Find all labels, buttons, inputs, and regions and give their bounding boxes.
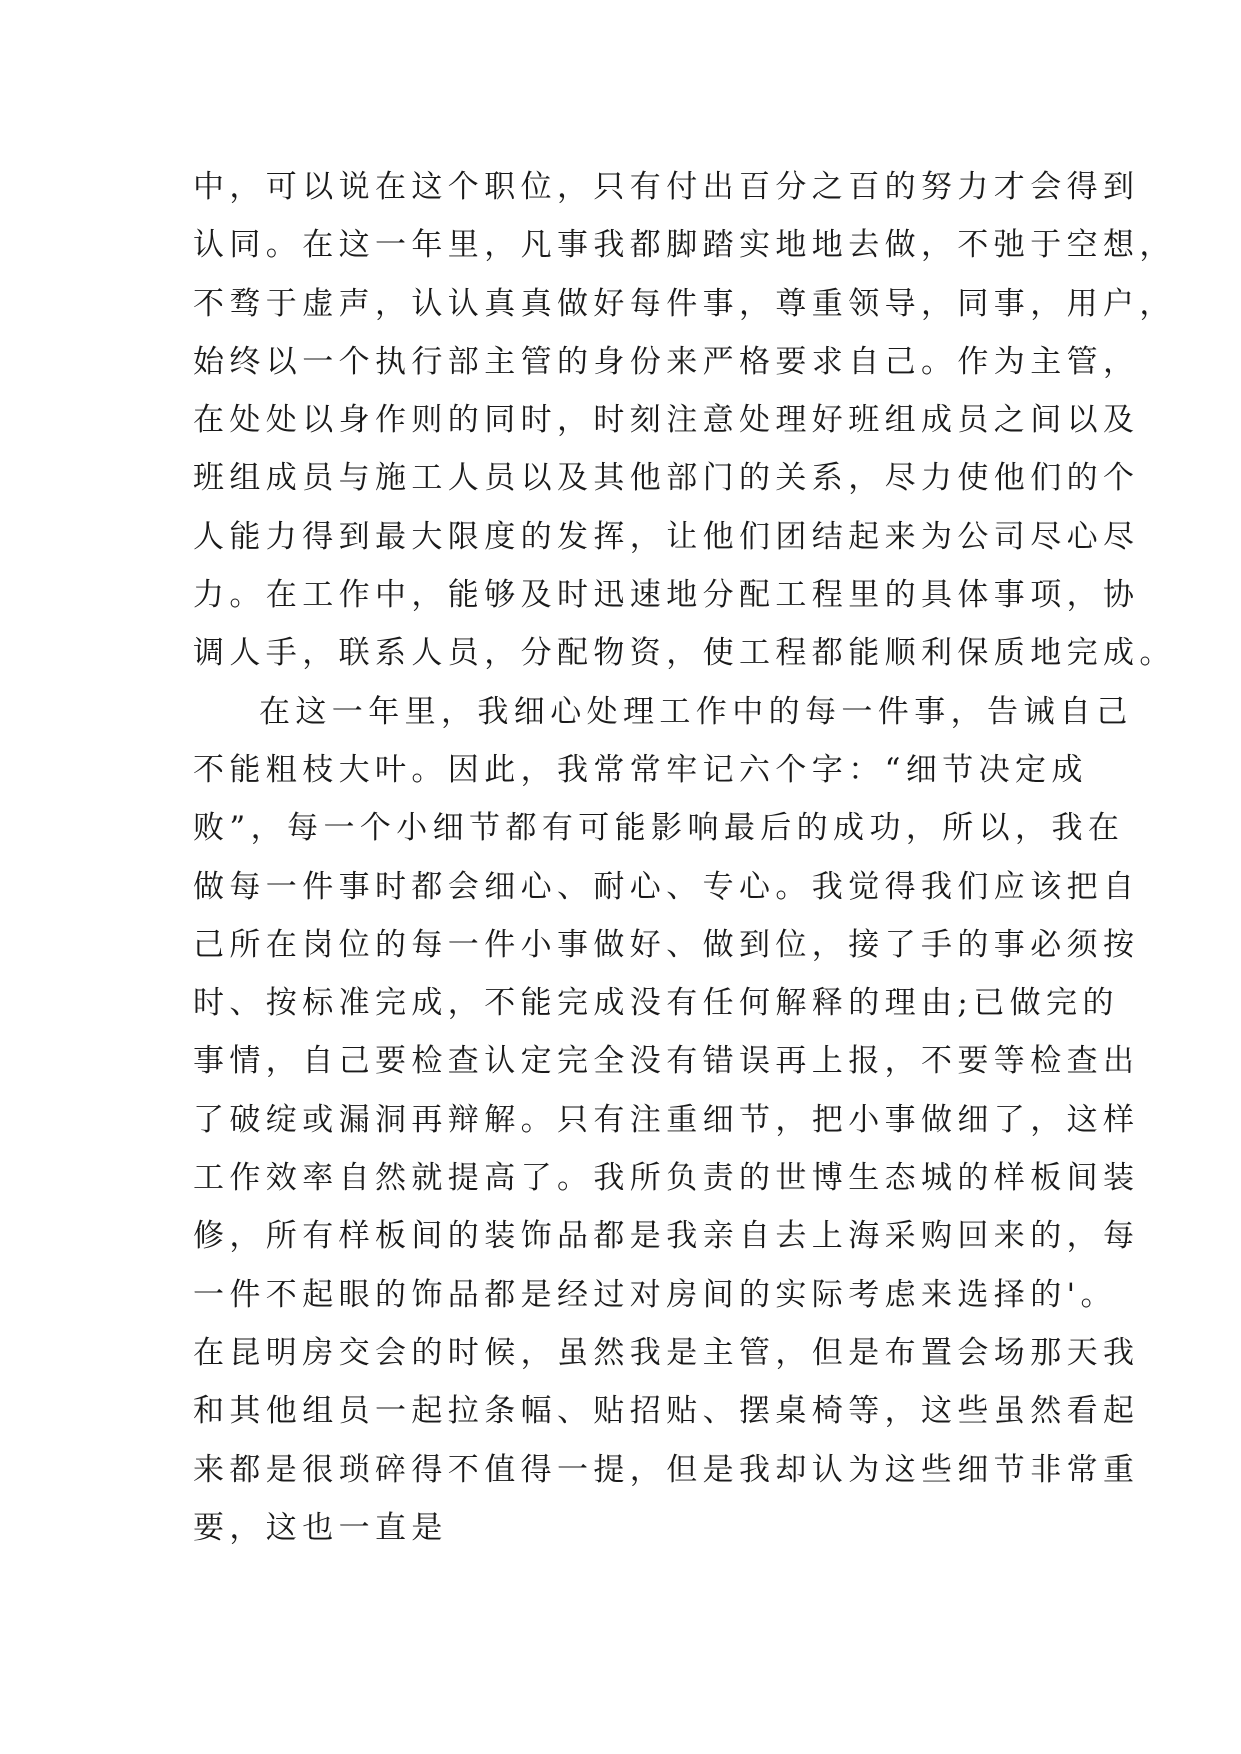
text-line: 力。在工作中，能够及时迅速地分配工程里的具体事项，协 (193, 577, 1140, 614)
text-line: 要，这也一直是 (193, 1509, 448, 1546)
text-line: 不能粗枝大叶。因此，我常常牢记六个字：“细节决定成 (193, 751, 1088, 788)
text-line-indented: 在这一年里，我细心处理工作中的每一件事，告诫自己 (259, 693, 1133, 730)
text-line: 不骛于虚声，认认真真做好每件事，尊重领导，同事，用户， (193, 285, 1176, 322)
text-line: 中，可以说在这个职位，只有付出百分之百的努力才会得到 (193, 169, 1140, 205)
text-line: 认同。在这一年里，凡事我都脚踏实地地去做，不弛于空想， (193, 227, 1176, 264)
text-line: 和其他组员一起拉条幅、贴招贴、摆桌椅等，这些虽然看起 (193, 1393, 1140, 1430)
text-line: 时、按标准完成，不能完成没有任何解释的理由;已做完的 (193, 985, 1119, 1022)
text-line: 了破绽或漏洞再辩解。只有注重细节，把小事做细了，这样 (193, 1101, 1140, 1138)
text-line: 来都是很琐碎得不值得一提，但是我却认为这些细节非常重 (193, 1451, 1140, 1488)
text-line: 事情，自己要检查认定完全没有错误再上报，不要等检查出 (193, 1043, 1140, 1080)
text-line: 做每一件事时都会细心、耐心、专心。我觉得我们应该把自 (193, 868, 1140, 905)
paragraph-1 (193, 158, 1176, 683)
text-line: 始终以一个执行部主管的身份来严格要求自己。作为主管， (193, 343, 1140, 380)
text-line: 在昆明房交会的时候，虽然我是主管，但是布置会场那天我 (193, 1334, 1140, 1371)
text-line: 己所在岗位的每一件小事做好、做到位，接了手的事必须按 (193, 926, 1140, 963)
text-line: 败”，每一个小细节都有可能影响最后的成功，所以，我在 (193, 810, 1125, 847)
paragraph-2 (193, 683, 1140, 1557)
text-line: 人能力得到最大限度的发挥，让他们团结起来为公司尽心尽 (193, 518, 1140, 555)
text-line: 一件不起眼的饰品都是经过对房间的实际考虑来选择的'。 (193, 1276, 1117, 1313)
text-line: 修，所有样板间的装饰品都是我亲自去上海采购回来的，每 (193, 1218, 1140, 1255)
body-text (193, 158, 1176, 1557)
text-line: 在处处以身作则的同时，时刻注意处理好班组成员之间以及 (193, 402, 1140, 439)
text-line: 工作效率自然就提高了。我所负责的世博生态城的样板间装 (193, 1160, 1140, 1197)
text-line: 调人手，联系人员，分配物资，使工程都能顺利保质地完成。 (193, 635, 1176, 672)
text-line: 班组成员与施工人员以及其他部门的关系，尽力使他们的个 (193, 460, 1140, 497)
